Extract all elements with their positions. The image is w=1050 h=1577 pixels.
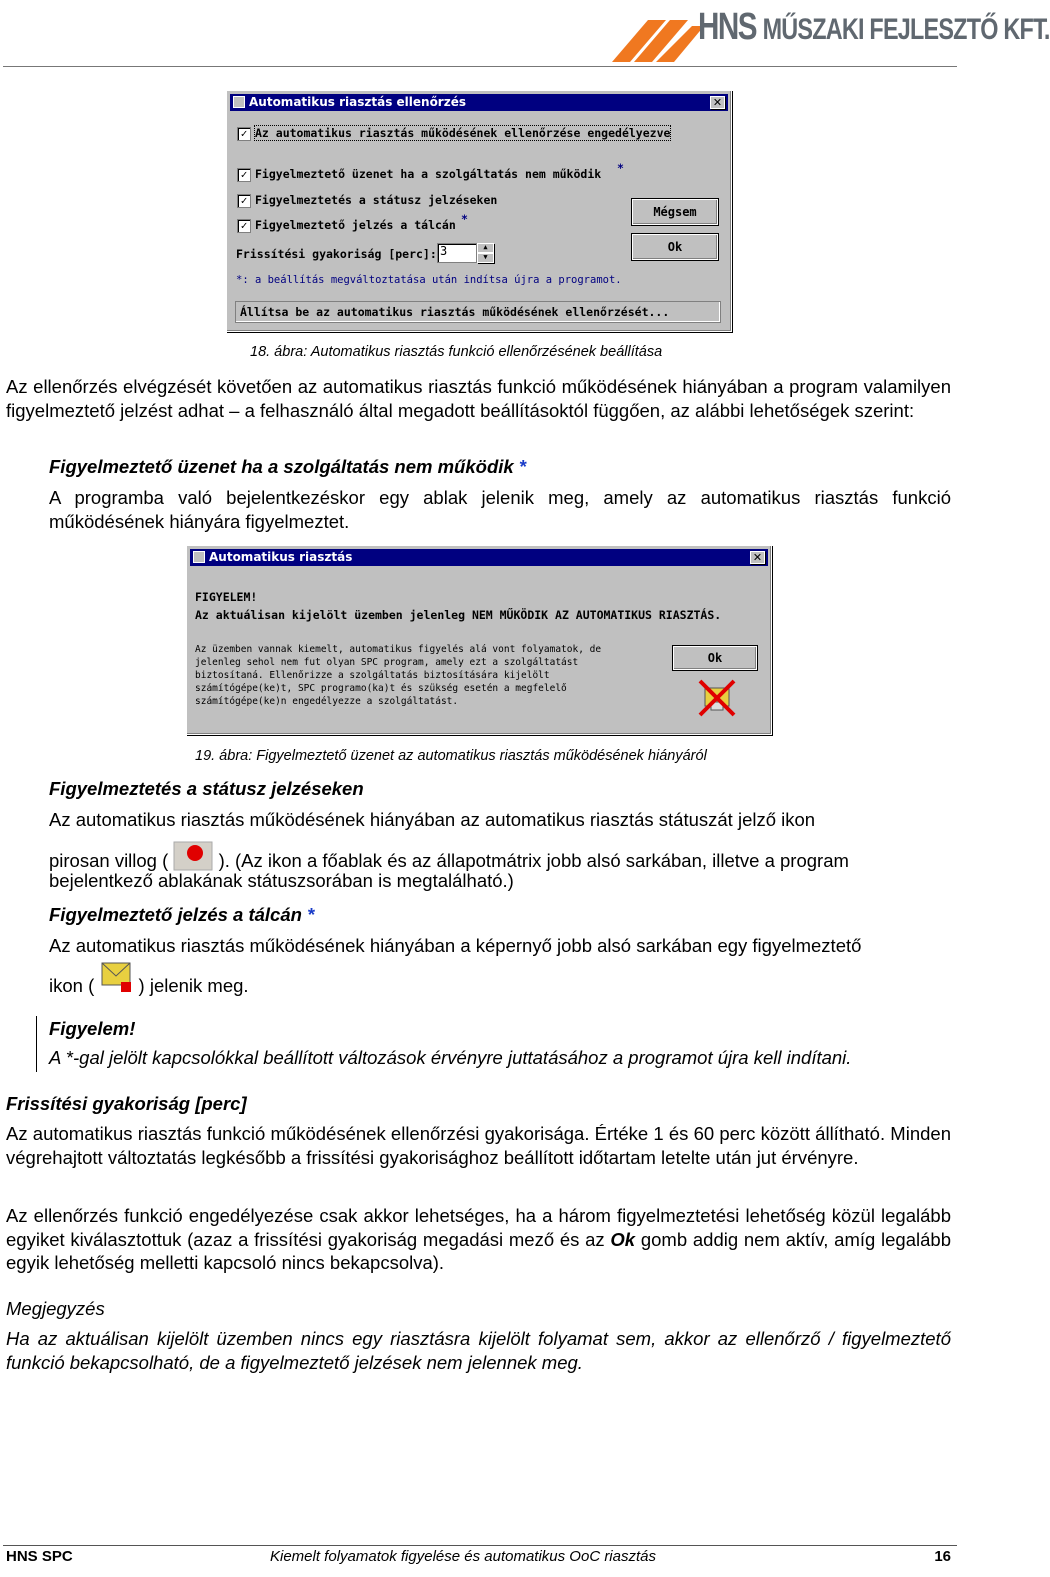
company-logo [612, 2, 1050, 64]
dialog-titlebar [230, 94, 728, 111]
alert-detail-3: biztosítaná. Ellenőrizze a szolgáltatás biztosítására kijelölt [195, 670, 550, 681]
para2-b: gomb addig nem aktív, amíg legalább egyik lehetőség melletti kapcsoló nincs bekapcsolva). [6, 1228, 951, 1273]
figure-18-caption: 18. ábra: Automatikus riasztás funkció ellenőrzésének beállítása [250, 344, 663, 360]
figure-19-caption: 19. ábra: Figyelmeztető üzenet az automatikus riasztás működésének hiányáról [195, 748, 707, 764]
section2-text-a: Az automatikus riasztás működésének hiányában az automatikus riasztás státuszát jelző ikon [49, 809, 816, 830]
option1-mark: * [617, 161, 624, 175]
para2-a: Az ellenőrzés funkció engedélyezése csak akkor lehetséges, ha a három figyelmeztetési lehetőség közül legalább egyiket kiválasztottuk (azaz a frissítési gyakoriság megadási mező és az [6, 1205, 951, 1250]
section3-text-b2: ) jelenik meg. [138, 975, 249, 996]
section1-title [49, 456, 526, 478]
spin-down-button[interactable]: ▼ [477, 253, 494, 263]
footer-center: Kiemelt folyamatok figyelése és automatikus OoC riasztás [270, 1548, 656, 1565]
alert-titlebar [190, 549, 768, 566]
close-icon[interactable]: ✕ [750, 551, 765, 564]
alert-detail-1: Az üzemben vannak kiemelt, automatikus figyelés alá vont folyamatok, de [195, 644, 602, 655]
alert-detail-2: jelenleg sehol nem fut olyan SPC program, amely ezt a szolgáltatást [195, 657, 579, 668]
warning-box [36, 1016, 952, 1072]
ok-button[interactable]: Ok [632, 234, 718, 260]
section3-text-b [49, 960, 951, 1004]
option3-mark: * [461, 212, 468, 226]
alert-ok-button[interactable]: Ok [673, 646, 757, 670]
footer-rule [3, 1545, 957, 1546]
logo-text [698, 6, 1050, 49]
section3-text-a: Az automatikus riasztás működésének hiányában a képernyő jobb alsó sarkában egy figyelmeztető [49, 935, 862, 956]
cancel-button[interactable]: Mégsem [632, 199, 718, 225]
alert-warning: FIGYELEM! [195, 590, 258, 604]
enable-checkbox[interactable]: ✓ [237, 127, 251, 141]
para2-ok: Ok [610, 1228, 636, 1250]
logo-sub: MŰSZAKI FEJLESZTŐ KFT. [762, 13, 1050, 46]
section1-mark: * [518, 456, 527, 477]
restart-note: *: a beállítás megváltoztatása után indítsa újra a programot. [236, 274, 622, 286]
section2-text-c: bejelentkező ablakának státuszsorában is megtalálható.) [49, 870, 514, 891]
option2-checkbox[interactable]: ✓ [237, 194, 251, 208]
enable-label: Az automatikus riasztás működésének ellenőrzése engedélyezve [255, 126, 671, 140]
note-text: Ha az aktuálisan kijelölt üzemben nincs egy riasztásra kijelölt folyamat sem, akkor az ellenőrző / figyelmeztető funkció bekapcsolható, de a figyelmeztető jelzések nem jelennek meg. [6, 1328, 951, 1373]
alert-dialog [186, 545, 772, 735]
status-bar [235, 301, 721, 323]
section2-text-b1: pirosan villog ( [49, 850, 169, 871]
section3-title-text: Figyelmeztető jelzés a tálcán [49, 904, 302, 925]
no-alarm-icon [697, 678, 737, 718]
warning-text: A *-gal jelölt kapcsolókkal beállított változások érvényre juttatásához a programot újra kell indítani. [49, 1047, 852, 1068]
app-icon [193, 551, 205, 563]
dialog-title: Automatikus riasztás ellenőrzés [249, 95, 466, 109]
intro-paragraph: Az ellenőrzés elvégzését követően az automatikus riasztás funkció működésének hiányában a program valamilyen figyelmeztető jelzést adhat – a felhasználó által megadott beállításoktól függően, az alábbi lehetőségek szerint: [6, 376, 951, 421]
freq-input[interactable]: 3 [437, 243, 477, 263]
alert-title: Automatikus riasztás [209, 550, 353, 564]
enable-paragraph [6, 1204, 951, 1275]
section1-text: A programba való bejelentkezéskor egy ablak jelenik meg, amely az automatikus riasztás funkció működésének hiányára figyelmeztet. [49, 487, 951, 532]
close-icon[interactable]: ✕ [710, 96, 725, 109]
alert-line: Az aktuálisan kijelölt üzemben jelenleg NEM MŰKÖDIK AZ AUTOMATIKUS RIASZTÁS. [195, 608, 722, 622]
option3-checkbox[interactable]: ✓ [237, 219, 251, 233]
footer-left: HNS SPC [6, 1548, 73, 1565]
section4-text: Az automatikus riasztás funkció működésének ellenőrzési gyakorisága. Értéke 1 és 60 perc között állítható. Minden végrehajtott változtatás legkésőbb a frissítési gyakorisághoz beállított időtartam letelte után jut érvényre. [6, 1123, 951, 1168]
status-alarm-icon [173, 841, 213, 871]
section3-mark: * [307, 904, 315, 925]
freq-label: Frissítési gyakoriság [perc]: [236, 247, 437, 261]
warning-title: Figyelem! [49, 1018, 136, 1039]
option1-checkbox[interactable]: ✓ [237, 168, 251, 182]
section2-text-b2: ). (Az ikon a főablak és az állapotmátrix jobb alsó sarkában, illetve a program [218, 850, 849, 871]
logo-main: HNS [698, 6, 756, 48]
section3-text-b1: ikon ( [49, 975, 95, 996]
footer-page-number: 16 [934, 1548, 951, 1565]
section3-title [49, 904, 314, 926]
note-title: Megjegyzés [6, 1298, 105, 1319]
header-rule [3, 66, 957, 67]
option1-label: Figyelmeztető üzenet ha a szolgáltatás nem működik [255, 167, 602, 181]
alert-detail-5: számítógépe(ke)n engedélyezze a szolgáltatást. [195, 696, 459, 707]
status-text: Állítsa be az automatikus riasztás működésének ellenőrzését... [240, 305, 670, 319]
section2-title: Figyelmeztetés a státusz jelzéseken [49, 778, 364, 799]
logo-stripes-icon [612, 10, 704, 62]
check-settings-dialog [226, 90, 732, 332]
section4-title: Frissítési gyakoriság [perc] [6, 1093, 247, 1114]
alert-detail-4: számítógépe(ke)t, SPC programo(ka)t és szükség esetén a megfelelő [195, 683, 567, 694]
option3-label: Figyelmeztető jelzés a tálcán [255, 218, 456, 232]
option2-label: Figyelmeztetés a státusz jelzéseken [255, 193, 498, 207]
spin-up-button[interactable]: ▲ [477, 243, 494, 253]
app-icon [233, 96, 245, 108]
tray-warning-icon [99, 960, 133, 994]
section1-title-text: Figyelmeztető üzenet ha a szolgáltatás nem működik [49, 456, 514, 477]
